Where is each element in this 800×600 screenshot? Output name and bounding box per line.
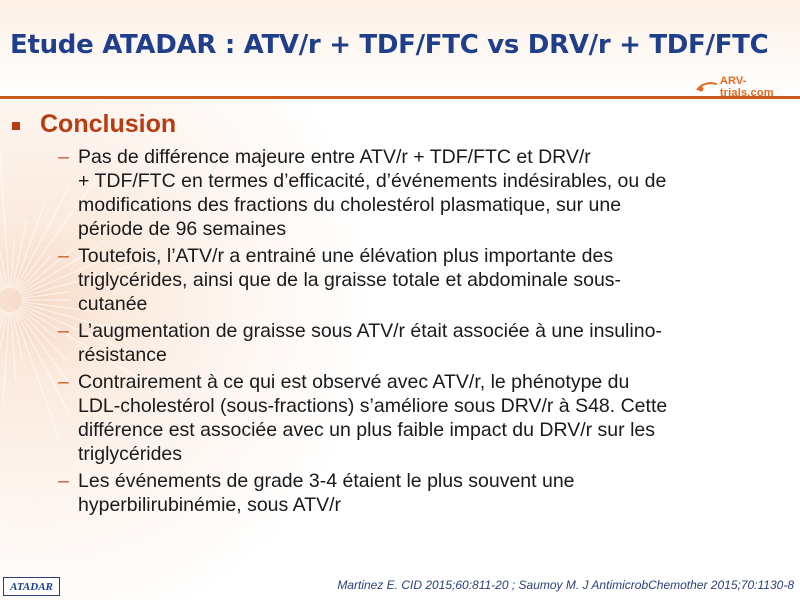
conclusion-item bbox=[58, 244, 778, 316]
square-bullet-icon bbox=[12, 122, 20, 130]
decorative-ray bbox=[0, 152, 9, 288]
conclusion-item-line: Contrairement à ce qui est observé avec ATV/r, le phénotype du bbox=[78, 371, 630, 393]
logo-swoosh-icon bbox=[696, 81, 718, 93]
conclusion-item-line: LDL-cholestérol (sous-fractions) s’améliore sous DRV/r à S48. Cette bbox=[78, 395, 668, 417]
reference-citation: Martinez E. CID 2015;60:811-20 ; Saumoy M. J AntimicrobChemother 2015;70:1130-8 bbox=[337, 578, 794, 592]
decorative-ray bbox=[3, 312, 9, 404]
conclusion-item-line: résistance bbox=[78, 344, 167, 366]
conclusion-item-line: cutanée bbox=[78, 293, 148, 315]
decorative-ray bbox=[14, 311, 60, 439]
conclusion-item-line: période de 96 semaines bbox=[78, 218, 287, 240]
decorative-ray bbox=[12, 220, 26, 289]
conclusion-item bbox=[58, 319, 778, 367]
dash-bullet-icon: – bbox=[58, 245, 69, 267]
section-heading bbox=[12, 110, 176, 139]
decorative-ray bbox=[0, 177, 8, 289]
study-badge bbox=[3, 577, 60, 596]
conclusion-item bbox=[58, 469, 778, 517]
conclusion-item bbox=[58, 145, 778, 241]
dash-bullet-icon: – bbox=[58, 470, 69, 492]
dash-bullet-icon: – bbox=[58, 320, 69, 342]
conclusion-list bbox=[58, 145, 778, 520]
conclusion-item-line: modifications des fractions du cholestérol plasmatique, sur une bbox=[78, 194, 622, 216]
conclusion-item-line: Pas de différence majeure entre ATV/r + TDF/FTC et DRV/r bbox=[78, 146, 591, 168]
title-divider bbox=[0, 96, 800, 99]
section-title: Conclusion bbox=[40, 110, 177, 138]
study-badge-label: ATADAR bbox=[10, 580, 53, 593]
arv-trials-logo bbox=[696, 75, 800, 99]
decorative-ray bbox=[0, 312, 8, 424]
conclusion-item bbox=[58, 370, 778, 466]
conclusion-item-line: Toutefois, l’ATV/r a entrainé une élévation plus importante des bbox=[78, 245, 614, 267]
dash-bullet-icon: – bbox=[58, 146, 69, 168]
slide-title: Etude ATADAR : ATV/r + TDF/FTC vs DRV/r + TDF/FTC bbox=[10, 30, 769, 60]
dash-bullet-icon: – bbox=[58, 371, 69, 393]
conclusion-item-line: + TDF/FTC en termes d’efficacité, d’événements indésirables, ou de bbox=[78, 170, 667, 192]
conclusion-item-line: triglycérides bbox=[78, 443, 183, 465]
conclusion-item-line: L’augmentation de graisse sous ATV/r était associée à une insulino- bbox=[78, 320, 662, 342]
conclusion-item-line: différence est associée avec un plus faible impact du DRV/r sur les bbox=[78, 419, 655, 441]
conclusion-item-line: triglycérides, ainsi que de la graisse totale et abdominale sous- bbox=[78, 269, 622, 291]
conclusion-item-line: Les événements de grade 3-4 étaient le plus souvent une bbox=[78, 470, 575, 492]
logo-text: ARV-trials.com bbox=[719, 75, 774, 99]
conclusion-item-line: hyperbilirubinémie, sous ATV/r bbox=[78, 494, 342, 516]
